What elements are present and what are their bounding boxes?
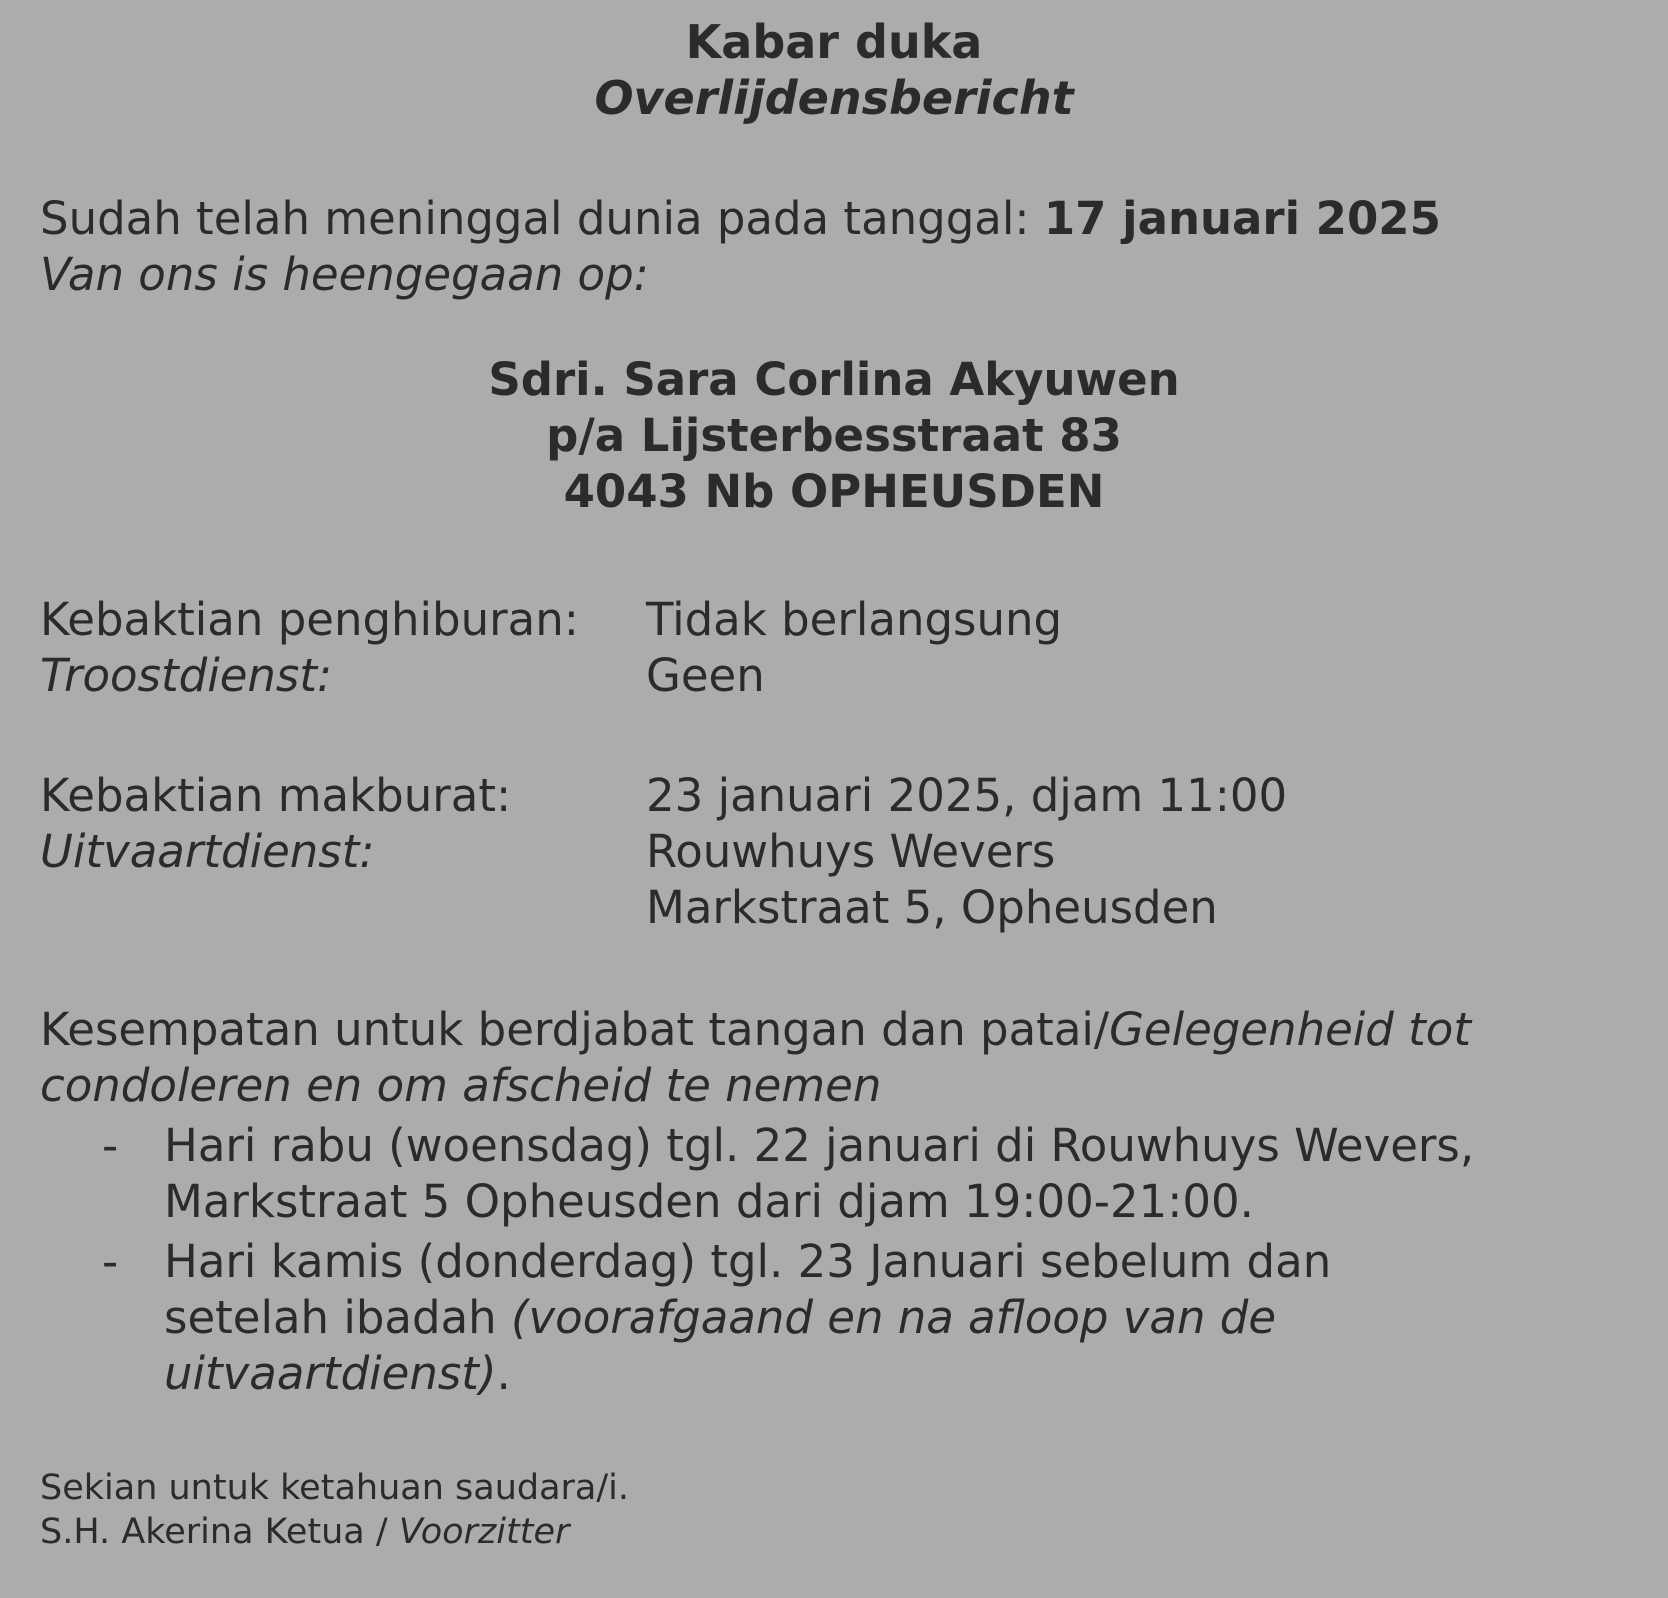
comfort-service-label-dutch: Troostdienst: [40,649,333,702]
death-announcement-line [40,191,1441,247]
comfort-service-value-dutch: Geen [646,649,765,702]
signer-role: Voorzitter [398,1512,570,1552]
condolence-item2-italic: (voorafgaand en na afloop van de [510,1291,1277,1344]
comfort-service-label-indonesian: Kebaktian penghiburan: [40,593,579,646]
list-bullet: - [102,1119,119,1172]
death-label-indonesian: Sudah telah meninggal dunia pada tanggal: [40,192,1030,245]
funeral-service-address: Markstraat 5, Opheusden [646,881,1218,934]
condolence-item1-line2: Markstraat 5 Opheusden dari djam 19:00-21:00. [164,1175,1254,1228]
condolence-item1-line1: Hari rabu (woensdag) tgl. 22 januari di Rouwhuys Wevers, [164,1119,1475,1172]
condolence-intro-dutch-part1: Gelegenheid tot [1109,1003,1471,1056]
signer-name: S.H. Akerina Ketua / [40,1512,399,1552]
condolence-intro-indonesian: Kesempatan untuk berdjabat tangan dan patai/ [40,1003,1110,1056]
death-date: 17 januari 2025 [1043,192,1441,245]
condolence-item2-period: . [496,1347,511,1400]
condolence-item2-plain: setelah ibadah [164,1291,511,1344]
deceased-name: Sdri. Sara Corlina Akyuwen [488,353,1180,406]
list-bullet: - [102,1235,119,1288]
condolence-item2-line2 [164,1290,1276,1346]
address-street: p/a Lijsterbesstraat 83 [546,409,1122,462]
funeral-service-datetime: 23 januari 2025, djam 11:00 [646,769,1288,822]
condolence-item2-italic-end: uitvaartdienst) [164,1347,497,1400]
title-indonesian: Kabar duka [685,15,983,69]
condolence-intro-line1 [40,1002,1471,1058]
comfort-service-value-indonesian: Tidak berlangsung [646,593,1063,646]
address-city: 4043 Nb OPHEUSDEN [563,465,1105,518]
condolence-item2-line1: Hari kamis (donderdag) tgl. 23 Januari sebelum dan [164,1235,1332,1288]
signature-line [40,1510,569,1554]
death-label-dutch: Van ons is heengegaan op: [40,248,649,301]
condolence-item2-line3 [164,1346,511,1402]
funeral-service-venue: Rouwhuys Wevers [646,825,1056,878]
title-dutch: Overlijdensbericht [594,71,1074,125]
condolence-intro-dutch-part2: condoleren en om afscheid te nemen [40,1059,882,1112]
funeral-service-label-indonesian: Kebaktian makburat: [40,769,512,822]
funeral-service-label-dutch: Uitvaartdienst: [40,825,375,878]
closing-line: Sekian untuk ketahuan saudara/i. [40,1468,630,1508]
